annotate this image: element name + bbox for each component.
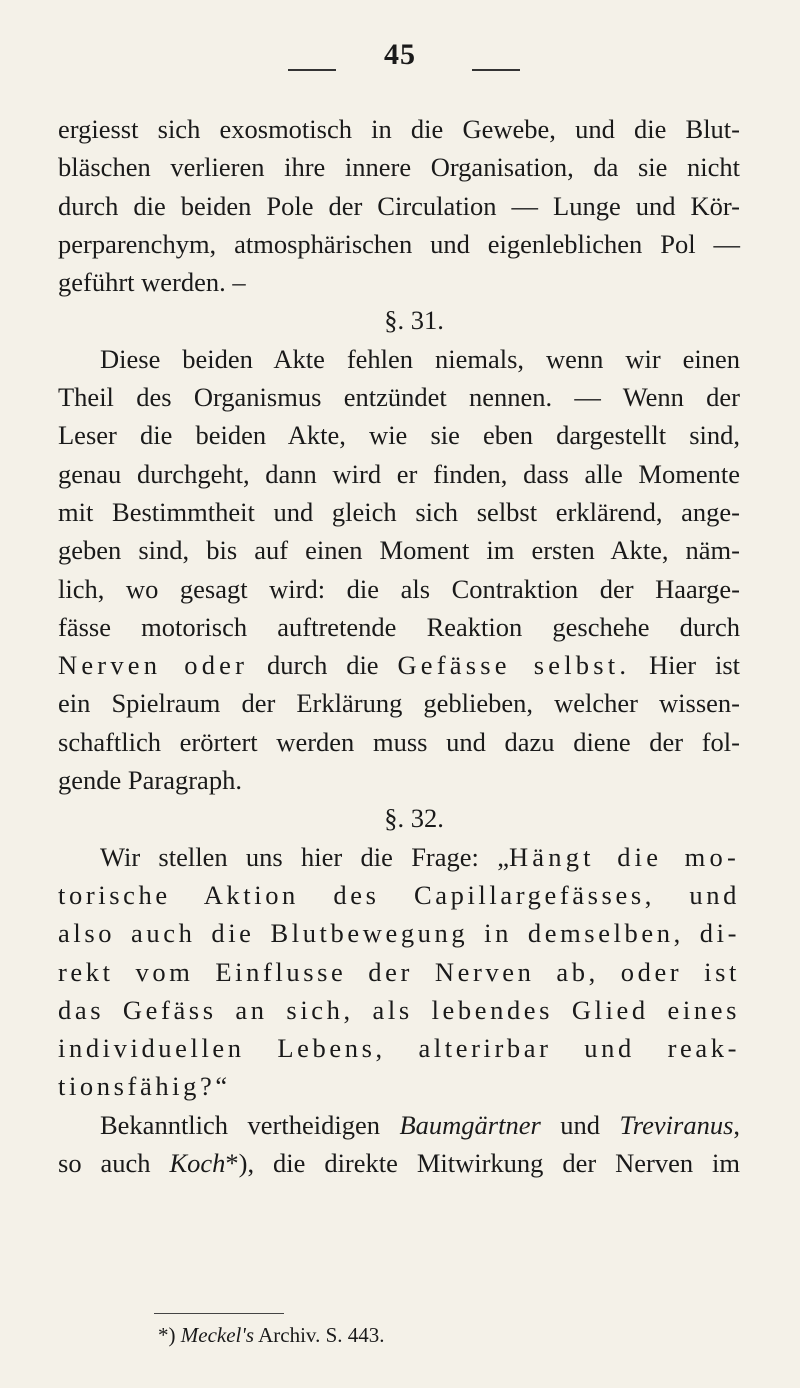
text-run: *), die direkte Mitwirkung der Nerven im — [225, 1148, 741, 1179]
text-line: Leser die beiden Akte, wie sie eben dargestellt sind, — [58, 420, 740, 451]
spaced-emphasis: Gefässe selbst. — [397, 650, 631, 681]
spaced-emphasis-line: tionsfähig?“ — [58, 1071, 231, 1102]
text-line — [58, 646, 740, 684]
footnote-marker: *) — [158, 1323, 181, 1347]
text-line: fässe motorisch auftretende Reaktion geschehe durch — [58, 611, 740, 642]
text-run: , — [733, 1109, 741, 1140]
text-line — [58, 1144, 740, 1182]
author-name: Baumgärtner — [399, 1109, 541, 1140]
footnote-author: Meckel's — [180, 1323, 255, 1347]
spaced-emphasis-line: also auch die Blutbewegung in demselben, di- — [58, 918, 740, 949]
header-rule-right — [472, 69, 520, 71]
section-heading-32: §. 32. — [384, 803, 444, 834]
text-line: perparenchym, atmosphärischen und eigenleblichen Pol — — [58, 228, 740, 259]
text-line — [58, 838, 740, 876]
text-run: und — [540, 1109, 620, 1140]
text-run: durch die — [248, 650, 398, 681]
spaced-emphasis-line: das Gefäss an sich, als lebendes Glied eines — [58, 994, 740, 1025]
text-run: Bekanntlich vertheidigen — [100, 1109, 400, 1140]
author-name: Treviranus — [619, 1109, 734, 1140]
text-run: so auch — [58, 1148, 170, 1179]
spaced-emphasis-line: torische Aktion des Capillargefässes, und — [58, 879, 740, 910]
text-line: ein Spielraum der Erklärung geblieben, welcher wissen- — [58, 688, 740, 719]
text-line: geführt werden. – — [58, 267, 246, 298]
section-heading-31: §. 31. — [384, 305, 444, 336]
text-run: Hier ist — [630, 650, 740, 681]
footnote-reference: Archiv. S. 443. — [254, 1323, 385, 1347]
footnote — [158, 1320, 658, 1350]
text-run: Wir stellen uns hier die Frage: „ — [100, 841, 509, 872]
spaced-emphasis: Nerven oder — [58, 650, 249, 681]
text-line: lich, wo gesagt wird: die als Contraktion der Haarge- — [58, 573, 740, 604]
spaced-emphasis-line: rekt vom Einflusse der Nerven ab, oder ist — [58, 956, 740, 987]
page-number: 45 — [384, 38, 416, 71]
spaced-emphasis: Hängt die mo- — [508, 841, 740, 872]
body-text — [58, 110, 740, 1182]
page-header — [0, 38, 800, 78]
spaced-emphasis-line: individuellen Lebens, alterirbar und reak- — [58, 1033, 740, 1064]
text-line: Theil des Organismus entzündet nennen. — Wenn der — [58, 382, 740, 413]
text-line: mit Bestimmtheit und gleich sich selbst erklärend, ange- — [58, 496, 740, 527]
header-rule-left — [288, 69, 336, 71]
author-name: Koch — [169, 1148, 226, 1179]
text-line: ergiesst sich exosmotisch in die Gewebe, und die Blut- — [58, 114, 740, 144]
footnote-rule — [154, 1313, 284, 1314]
text-line: durch die beiden Pole der Circulation — Lunge und Kör- — [58, 190, 740, 221]
text-line: gende Paragraph. — [58, 765, 242, 796]
text-line: geben sind, bis auf einen Moment im ersten Akte, näm- — [58, 535, 740, 566]
text-line: bläschen verlieren ihre innere Organisation, da sie nicht — [58, 152, 740, 183]
text-line — [58, 1106, 740, 1144]
text-line: schaftlich erörtert werden muss und dazu diene der fol- — [58, 726, 740, 757]
text-line: genau durchgeht, dann wird er finden, dass alle Momente — [58, 458, 740, 489]
text-line: Diese beiden Akte fehlen niemals, wenn wir einen — [100, 343, 740, 374]
